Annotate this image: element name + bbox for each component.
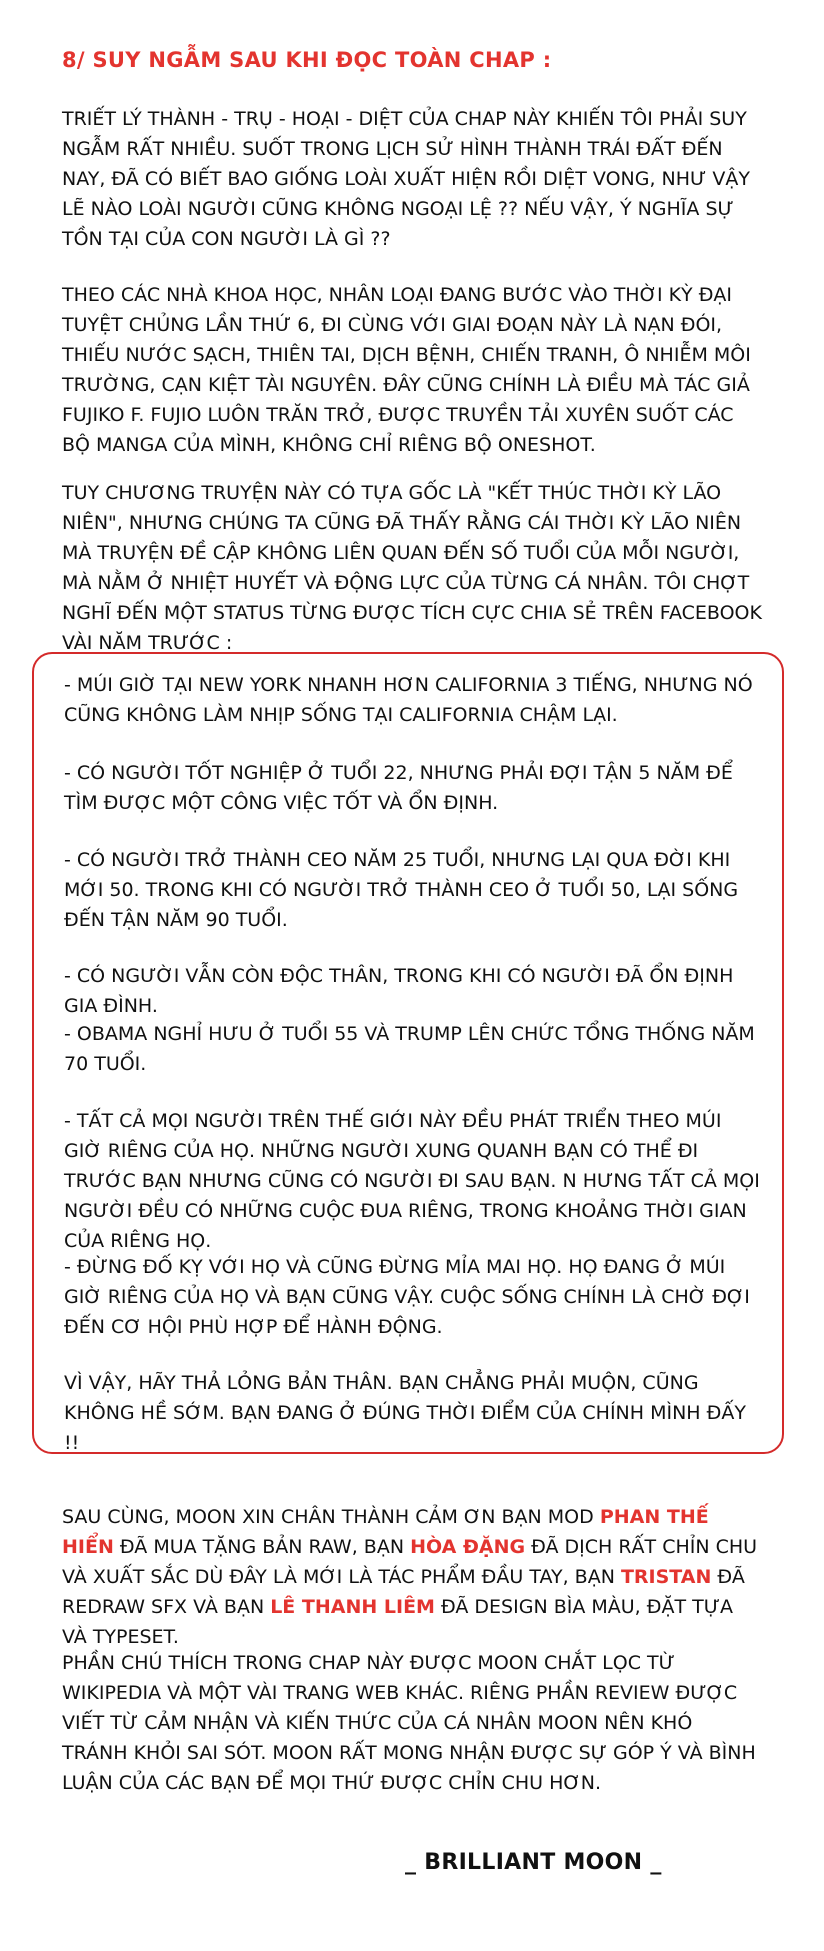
credits-text: ĐÃ REDRAW SFX VÀ BẠN xyxy=(62,1566,745,1618)
quote-item-conclusion: VÌ VẬY, HÃY THẢ LỎNG BẢN THÂN. BẠN CHẲNG PHẢI MUỘN, CŨNG KHÔNG HỀ SỚM. BẠN ĐANG Ở ĐÚNG THỜI ĐIỂM CỦA CHÍNH MÌNH ĐẤY !! xyxy=(64,1372,746,1454)
paragraph-closing: PHẦN CHÚ THÍCH TRONG CHAP NÀY ĐƯỢC MOON CHẮT LỌC TỪ WIKIPEDIA VÀ MỘT VÀI TRANG WEB KHÁC. RIÊNG PHẦN REVIEW ĐƯỢC VIẾT TỪ CẢM NHẬN VÀ KIẾN THỨC CỦA CÁ NHÂN MOON NÊN KHÓ TRÁNH KHỎI SAI SÓT. MOON RẤT MONG NHẬN ĐƯỢC SỰ GÓP Ý VÀ BÌNH LUẬN CỦA CÁC BẠN ĐỂ MỌI THỨ ĐƯỢC CHỈN CHU HƠN. xyxy=(62,1652,756,1794)
paragraph-extinction: THEO CÁC NHÀ KHOA HỌC, NHÂN LOẠI ĐANG BƯỚC VÀO THỜI KỲ ĐẠI TUYỆT CHỦNG LẦN THỨ 6, ĐI CÙNG VỚI GIAI ĐOẠN NÀY LÀ NẠN ĐÓI, THIẾU NƯỚC SẠCH, THIÊN TAI, DỊCH BỆNH, CHIẾN TRANH, Ô NHIỄM MÔI TRƯỜNG, CẠN KIỆT TÀI NGUYÊN. ĐÂY CŨNG CHÍNH LÀ ĐIỀU MÀ TÁC GIẢ FUJIKO F. FUJIO LUÔN TRĂN TRỞ, ĐƯỢC TRUYỀN TẢI XUYÊN SUỐT CÁC BỘ MANGA CỦA MÌNH, KHÔNG CHỈ RIÊNG BỘ ONESHOT. xyxy=(62,284,751,456)
quote-item-obama: - OBAMA NGHỈ HƯU Ở TUỔI 55 VÀ TRUMP LÊN CHỨC TỔNG THỐNG NĂM 70 TUỔI. xyxy=(64,1023,755,1075)
quote-item-single: - CÓ NGƯỜI VẪN CÒN ĐỘC THÂN, TRONG KHI CÓ NGƯỜI ĐÃ ỔN ĐỊNH GIA ĐÌNH. xyxy=(64,965,734,1017)
quote-item-everyone: - TẤT CẢ MỌI NGƯỜI TRÊN THẾ GIỚI NÀY ĐỀU PHÁT TRIỂN THEO MÚI GIỜ RIÊNG CỦA HỌ. NHỮNG NGƯỜI XUNG QUANH BẠN CÓ THỂ ĐI TRƯỚC BẠN NHƯNG CŨNG CÓ NGƯỜI ĐI SAU BẠN. N HƯNG TẤT CẢ MỌI NGƯỜI ĐỀU CÓ NHỮNG CUỘC ĐUA RIÊNG, TRONG KHOẢNG THỜI GIAN CỦA RIÊNG HỌ. xyxy=(64,1110,760,1252)
quote-item-timezone: - MÚI GIỜ TẠI NEW YORK NHANH HƠN CALIFORNIA 3 TIẾNG, NHƯNG NÓ CŨNG KHÔNG LÀM NHỊP SỐNG TẠI CALIFORNIA CHẬM LẠI. xyxy=(64,674,753,726)
credits-text: SAU CÙNG, MOON XIN CHÂN THÀNH CẢM ƠN BẠN MOD xyxy=(62,1506,600,1528)
quote-box xyxy=(32,652,784,1454)
paragraph-credits xyxy=(62,1502,762,1652)
quote-item-ceo: - CÓ NGƯỜI TRỞ THÀNH CEO NĂM 25 TUỔI, NHƯNG LẠI QUA ĐỜI KHI MỚI 50. TRONG KHI CÓ NGƯỜI TRỞ THÀNH CEO Ở TUỔI 50, LẠI SỐNG ĐẾN TẬN NĂM 90 TUỔI. xyxy=(64,849,739,931)
section-heading: 8/ SUY NGẪM SAU KHI ĐỌC TOÀN CHAP : xyxy=(62,48,552,72)
credits-text: ĐÃ MUA TẶNG BẢN RAW, BẠN xyxy=(113,1536,411,1558)
credit-name-designer: LÊ THANH LIÊM xyxy=(270,1596,435,1618)
credit-name-translator: HÒA ĐẶNG xyxy=(410,1536,526,1558)
credit-name-mod: PHAN THẾ HIỂN xyxy=(62,1506,709,1558)
signature: _ BRILLIANT MOON _ xyxy=(405,1850,662,1875)
paragraph-chapter-title: TUY CHƯƠNG TRUYỆN NÀY CÓ TỰA GỐC LÀ "KẾT THÚC THỜI KỲ LÃO NIÊN", NHƯNG CHÚNG TA CŨNG ĐÃ THẤY RẰNG CÁI THỜI KỲ LÃO NIÊN MÀ TRUYỆN ĐỀ CẬP KHÔNG LIÊN QUAN ĐẾN SỐ TUỔI CỦA MỖI NGƯỜI, MÀ NẰM Ở NHIỆT HUYẾT VÀ ĐỘNG LỰC CỦA TỪNG CÁ NHÂN. TÔI CHỢT NGHĨ ĐẾN MỘT STATUS TỪNG ĐƯỢC TÍCH CỰC CHIA SẺ TRÊN FACEBOOK VÀI NĂM TRƯỚC : xyxy=(62,482,762,654)
quote-item-graduate: - CÓ NGƯỜI TỐT NGHIỆP Ở TUỔI 22, NHƯNG PHẢI ĐỢI TẬN 5 NĂM ĐỂ TÌM ĐƯỢC MỘT CÔNG VIỆC TỐT VÀ ỔN ĐỊNH. xyxy=(64,762,733,814)
quote-item-envy: - ĐỪNG ĐỐ KỴ VỚI HỌ VÀ CŨNG ĐỪNG MỈA MAI HỌ. HỌ ĐANG Ở MÚI GIỜ RIÊNG CỦA HỌ VÀ BẠN CŨNG VẬY. CUỘC SỐNG CHÍNH LÀ CHỜ ĐỢI ĐẾN CƠ HỘI PHÙ HỢP ĐỂ HÀNH ĐỘNG. xyxy=(64,1256,750,1338)
paragraph-philosophy: TRIẾT LÝ THÀNH - TRỤ - HOẠI - DIỆT CỦA CHAP NÀY KHIẾN TÔI PHẢI SUY NGẪM RẤT NHIỀU. SUỐT TRONG LỊCH SỬ HÌNH THÀNH TRÁI ĐẤT ĐẾN NAY, ĐÃ CÓ BIẾT BAO GIỐNG LOÀI XUẤT HIỆN RỒI DIỆT VONG, NHƯ VẬY LẼ NÀO LOÀI NGƯỜI CŨNG KHÔNG NGOẠI LỆ ?? NẾU VẬY, Ý NGHĨA SỰ TỒN TẠI CỦA CON NGƯỜI LÀ GÌ ?? xyxy=(62,108,750,250)
credits-text: ĐÃ DỊCH RẤT CHỈN CHU VÀ XUẤT SẮC DÙ ĐÂY LÀ MỚI LÀ TÁC PHẨM ĐẦU TAY, BẠN xyxy=(62,1536,758,1588)
credits-text: ĐÃ DESIGN BÌA MÀU, ĐẶT TỰA VÀ TYPESET. xyxy=(62,1596,734,1648)
credit-name-redrawer: TRISTAN xyxy=(620,1566,712,1588)
